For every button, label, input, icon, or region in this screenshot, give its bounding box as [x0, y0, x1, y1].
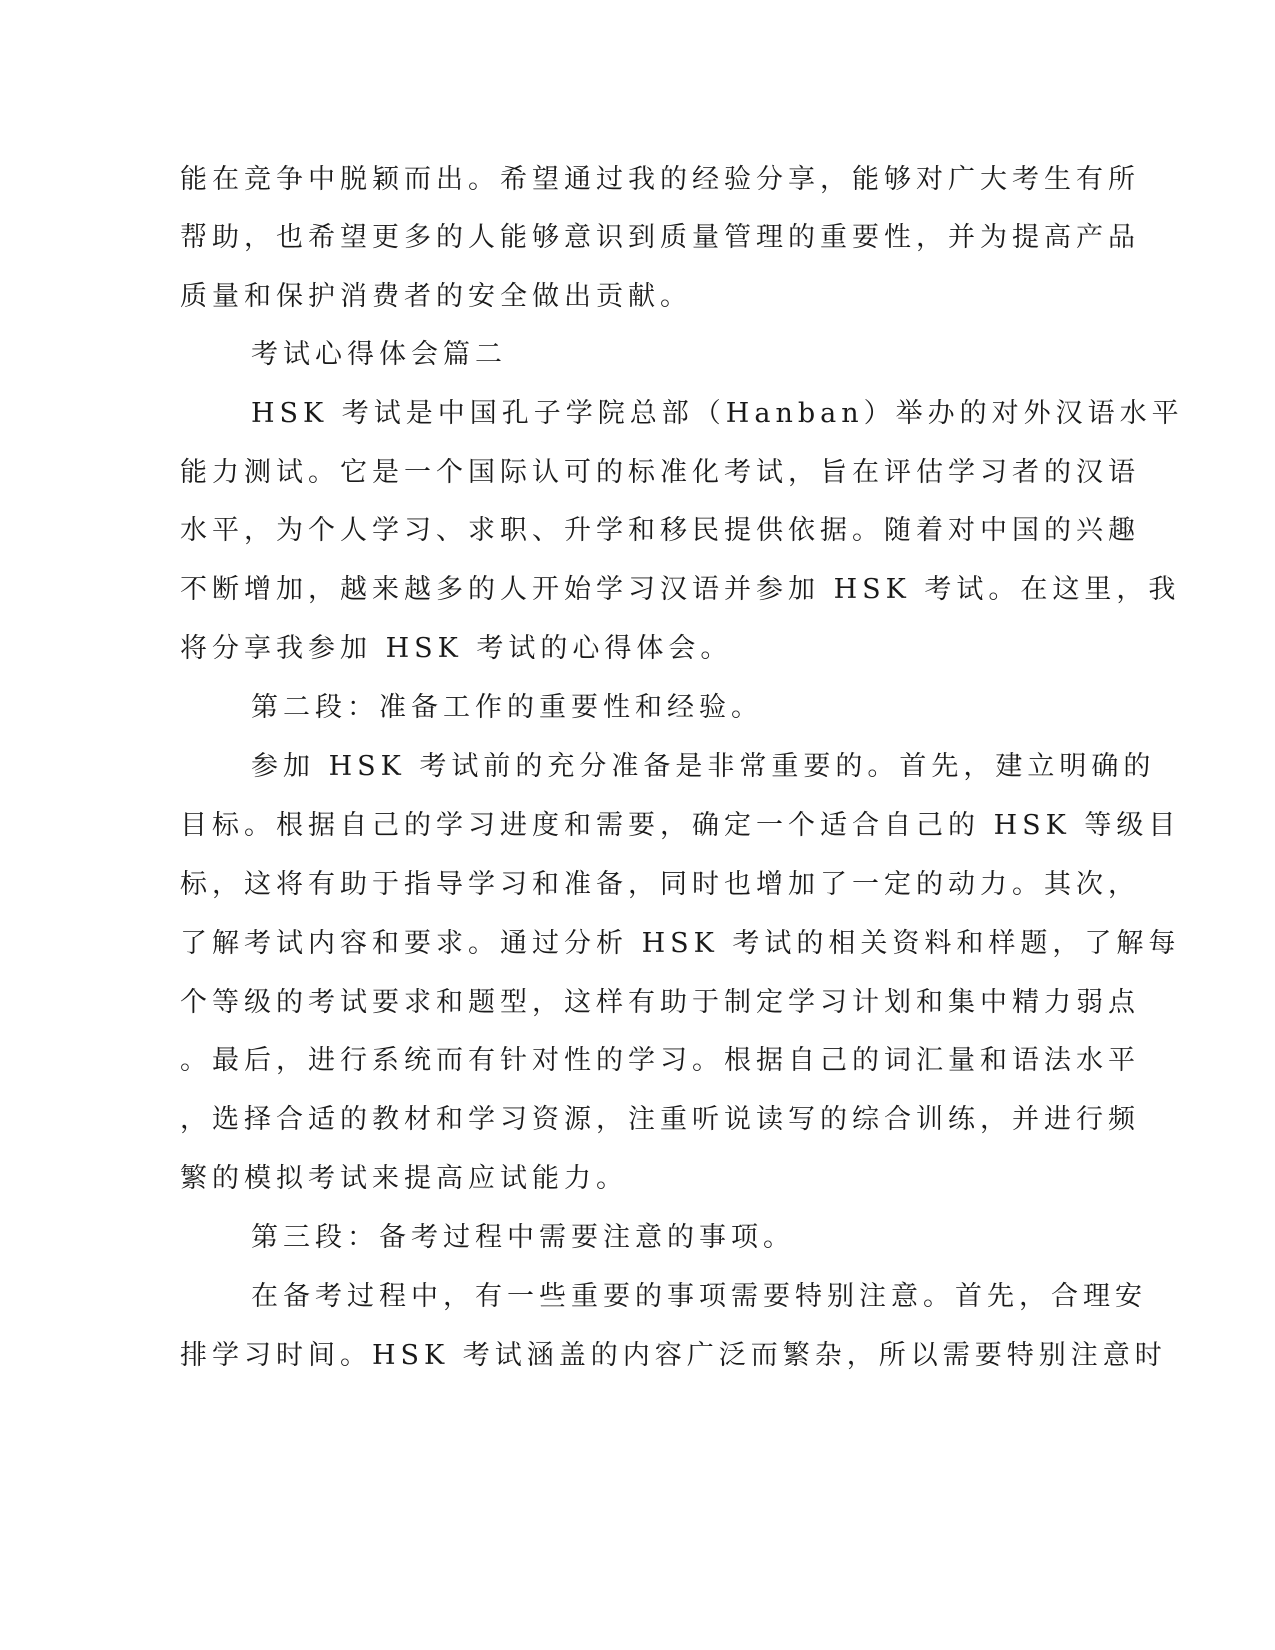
text-line: 能力测试。它是一个国际认可的标准化考试，旨在评估学习者的汉语: [180, 457, 1140, 488]
text-line: 质量和保护消费者的安全做出贡献。: [180, 281, 692, 312]
text-line: 了解考试内容和要求。通过分析 HSK 考试的相关资料和样题，了解每: [180, 928, 1181, 959]
text-line: 个等级的考试要求和题型，这样有助于制定学习计划和集中精力弱点: [180, 987, 1140, 1018]
text-line: 目标。根据自己的学习进度和需要，确定一个适合自己的 HSK 等级目: [180, 810, 1181, 841]
text-line: 在备考过程中，有一些重要的事项需要特别注意。首先，合理安: [251, 1281, 1147, 1312]
text-line: 排学习时间。HSK 考试涵盖的内容广泛而繁杂，所以需要特别注意时: [180, 1340, 1167, 1371]
text-line: 标，这将有助于指导学习和准备，同时也增加了一定的动力。其次，: [180, 869, 1140, 900]
text-line: HSK 考试是中国孔子学院总部（Hanban）举办的对外汉语水平: [251, 398, 1184, 429]
section-heading: 考试心得体会篇二: [251, 339, 507, 370]
text-line: 水平，为个人学习、求职、升学和移民提供依据。随着对中国的兴趣: [180, 515, 1140, 546]
text-line: ，选择合适的教材和学习资源，注重听说读写的综合训练，并进行频: [180, 1104, 1140, 1135]
text-line: 参加 HSK 考试前的充分准备是非常重要的。首先，建立明确的: [251, 751, 1156, 782]
section-heading: 第二段：准备工作的重要性和经验。: [251, 692, 763, 723]
section-heading: 第三段：备考过程中需要注意的事项。: [251, 1222, 795, 1253]
text-line: 繁的模拟考试来提高应试能力。: [180, 1163, 628, 1194]
text-line: 将分享我参加 HSK 考试的心得体会。: [180, 633, 733, 664]
text-line: 不断增加，越来越多的人开始学习汉语并参加 HSK 考试。在这里，我: [180, 574, 1181, 605]
text-line: 能在竞争中脱颖而出。希望通过我的经验分享，能够对广大考生有所: [180, 164, 1140, 195]
text-line: 帮助，也希望更多的人能够意识到质量管理的重要性，并为提高产品: [180, 222, 1140, 253]
text-line: 。最后，进行系统而有针对性的学习。根据自己的词汇量和语法水平: [180, 1045, 1140, 1076]
